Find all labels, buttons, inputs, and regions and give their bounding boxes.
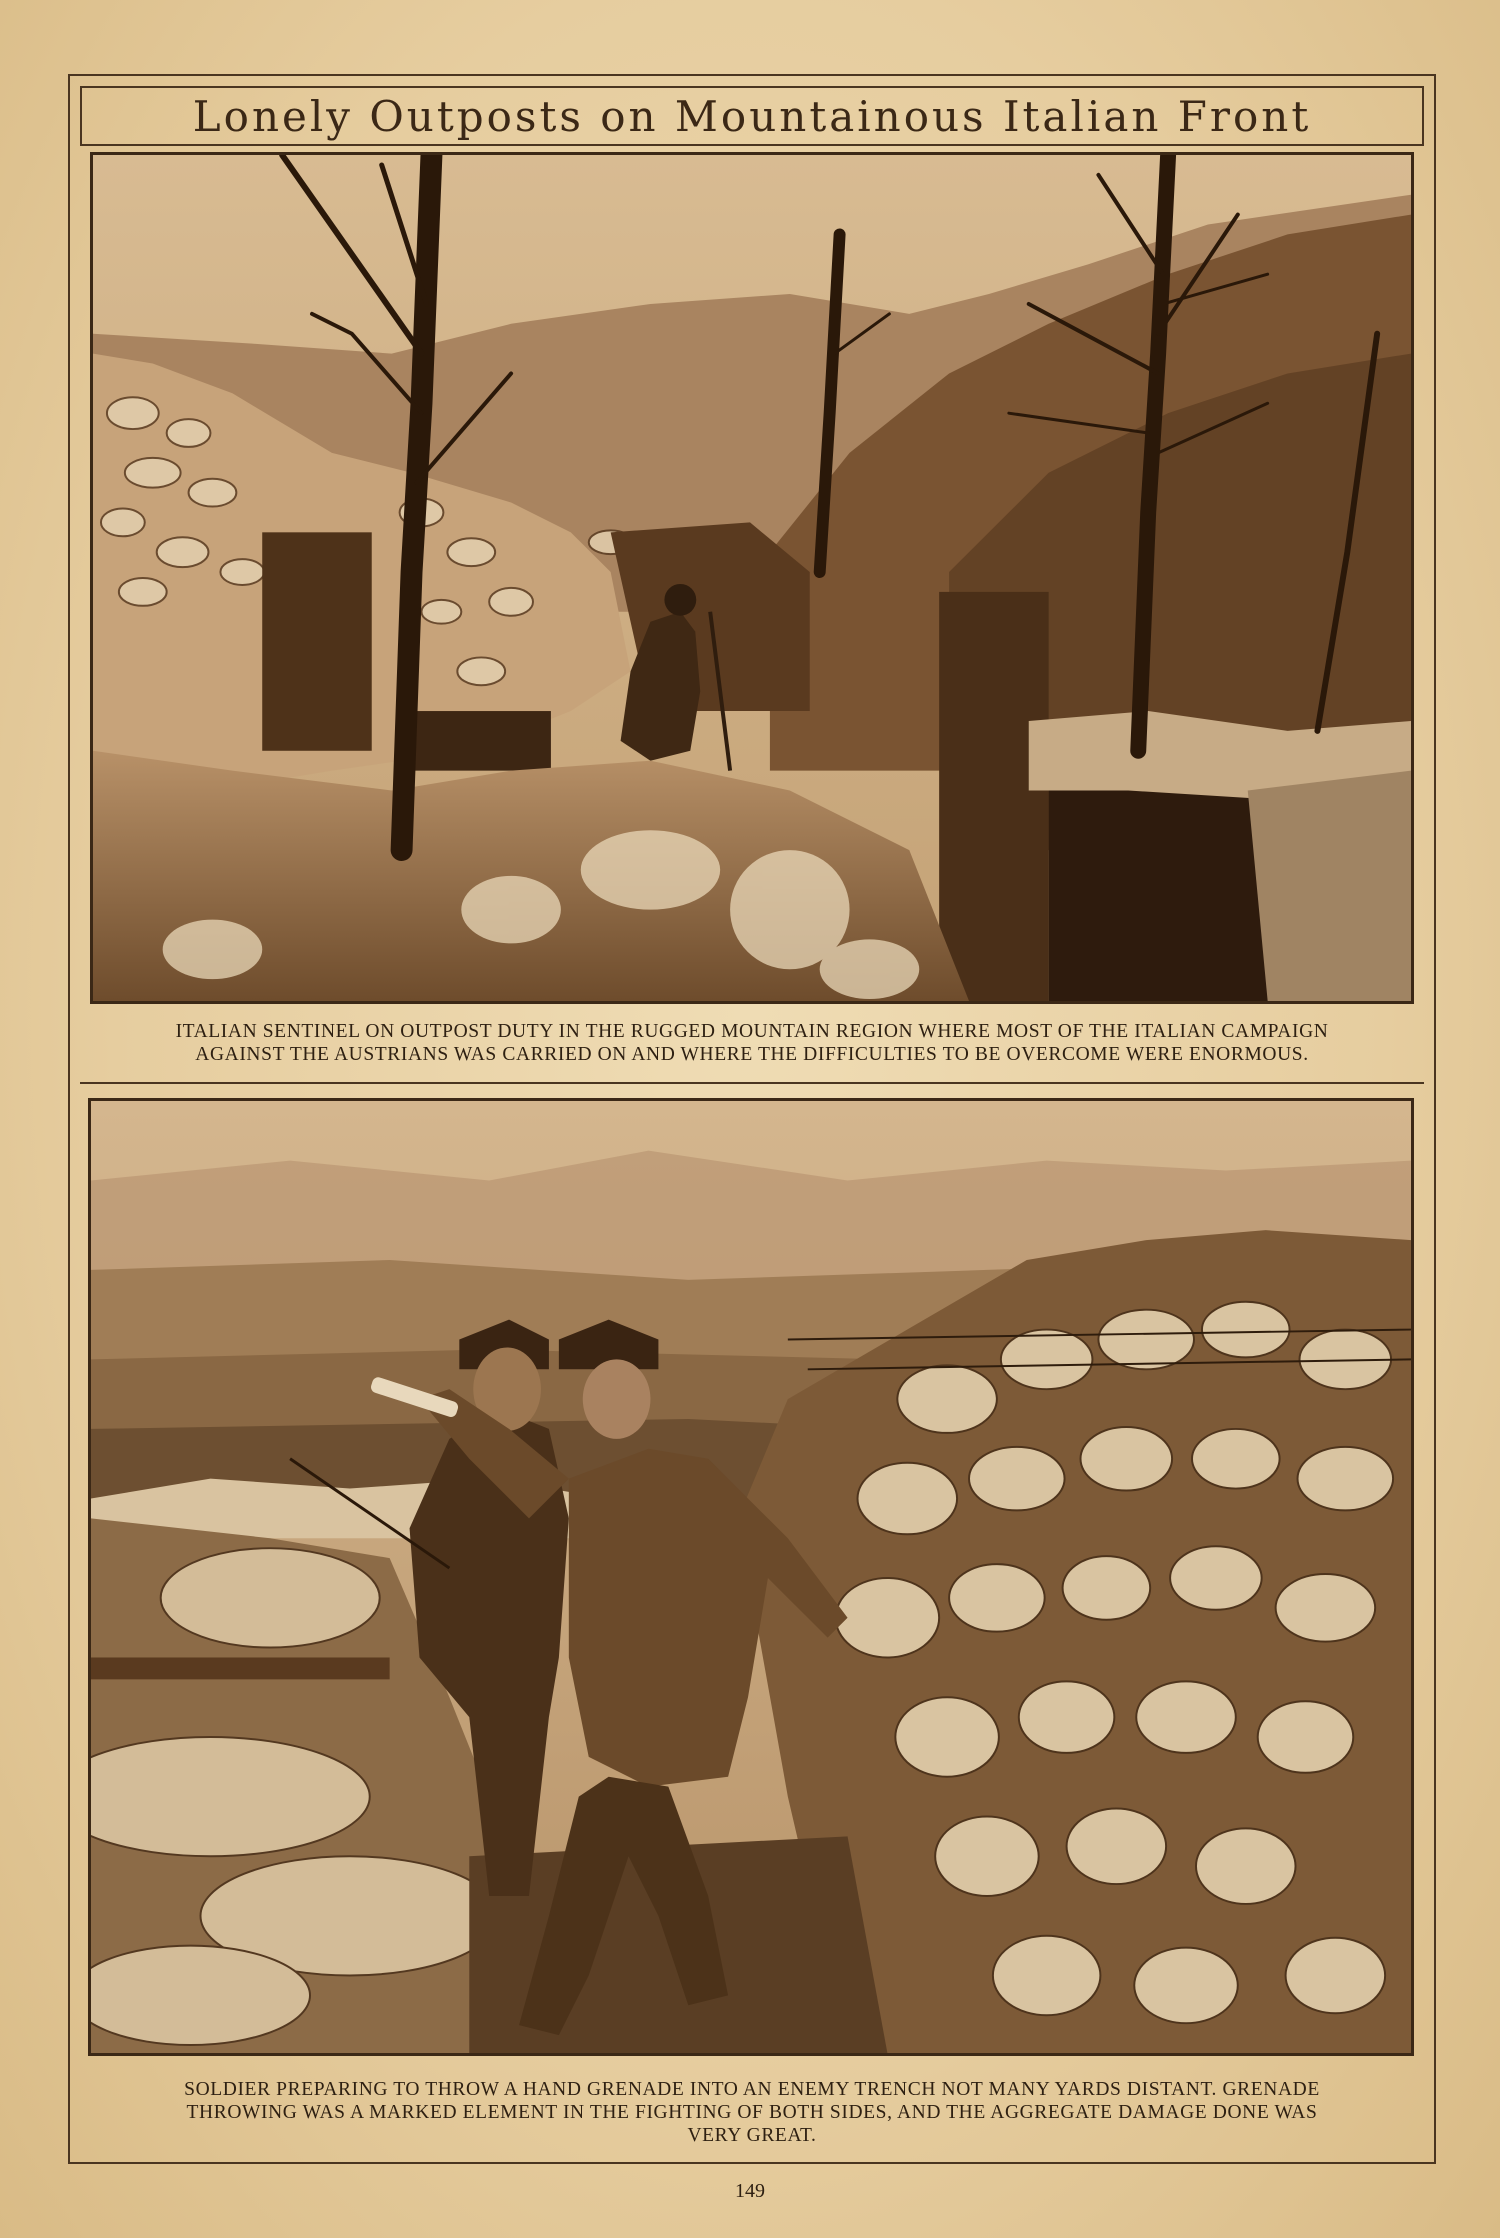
photo-grenade-soldier xyxy=(88,1098,1414,2056)
caption-line: AGAINST THE AUSTRIANS WAS CARRIED ON AND WHERE THE DIFFICULTIES TO BE OVERCOME WERE ENORMOUS. xyxy=(195,1044,1309,1065)
caption-grenade xyxy=(86,2078,1418,2147)
photo-italian-sentinel xyxy=(90,152,1414,1004)
sentinel-photo-illustration xyxy=(93,155,1411,1001)
title-banner xyxy=(80,86,1424,146)
divider-rule xyxy=(80,1082,1424,1084)
caption-line: SOLDIER PREPARING TO THROW A HAND GRENADE INTO AN ENEMY TRENCH NOT MANY YARDS DISTANT. GRENADE xyxy=(184,2079,1320,2100)
caption-sentinel xyxy=(86,1020,1418,1066)
page-number: 149 xyxy=(735,2180,765,2202)
page-title: Lonely Outposts on Mountainous Italian Front xyxy=(192,91,1312,141)
grenade-photo-illustration xyxy=(91,1101,1411,2053)
caption-line: THROWING WAS A MARKED ELEMENT IN THE FIGHTING OF BOTH SIDES, AND THE AGGREGATE DAMAGE DONE WAS xyxy=(186,2102,1318,2123)
caption-line: ITALIAN SENTINEL ON OUTPOST DUTY IN THE RUGGED MOUNTAIN REGION WHERE MOST OF THE ITALIAN CAMPAIGN xyxy=(175,1021,1329,1042)
caption-line: VERY GREAT. xyxy=(687,2125,817,2146)
